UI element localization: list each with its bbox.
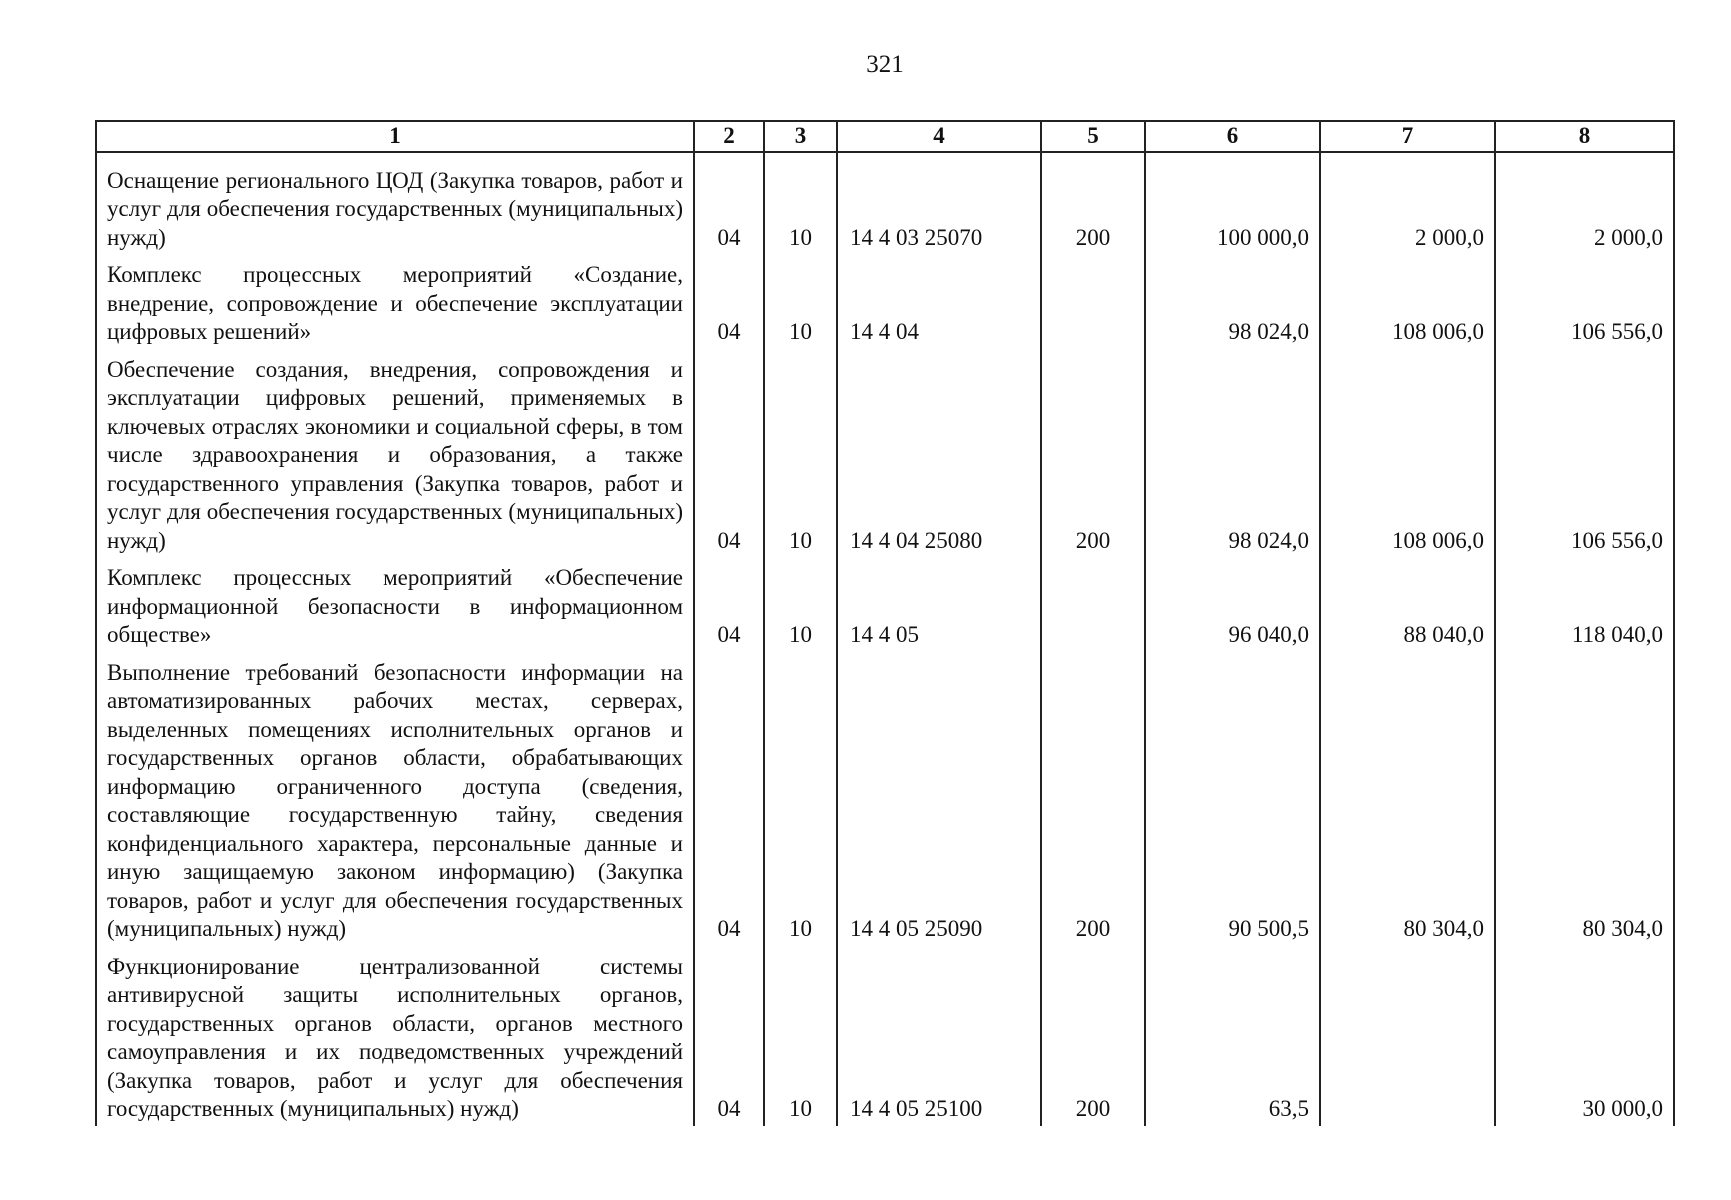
amount-col7-cell: 80 304,0 — [1320, 652, 1495, 946]
row-name-cell: Выполнение требований безопасности информации на автоматизированных рабочих местах, серверах, выделенных помещениях исполнительных органов и государственных органов области, обрабатывающих информацию ограниченного доступа (сведения, составляющие государственную тайну, сведения конфиденциального характера, персональные данные и иную защищаемую законом информацию) (Закупка товаров, работ и услуг для обеспечения государственных (муниципальных) нужд) — [96, 652, 694, 946]
expense-type-cell: 200 — [1041, 946, 1145, 1126]
expense-type-cell — [1041, 557, 1145, 652]
amount-col8-cell: 118 040,0 — [1495, 557, 1674, 652]
section-code-cell: 04 — [694, 349, 764, 558]
subsection-code-cell: 10 — [764, 349, 837, 558]
subsection-code-cell: 10 — [764, 254, 837, 349]
row-name-cell: Комплекс процессных мероприятий «Создание, внедрение, сопровождение и обеспечение эксплуатации цифровых решений» — [96, 254, 694, 349]
row-name-cell: Комплекс процессных мероприятий «Обеспечение информационной безопасности в информационном обществе» — [96, 557, 694, 652]
target-article-cell: 14 4 05 25100 — [837, 946, 1041, 1126]
column-header: 1 — [96, 121, 694, 152]
amount-col8-cell: 106 556,0 — [1495, 254, 1674, 349]
expense-type-cell: 200 — [1041, 349, 1145, 558]
column-header: 4 — [837, 121, 1041, 152]
table-row — [96, 254, 1674, 349]
amount-col6-cell: 98 024,0 — [1145, 254, 1320, 349]
page-number: 321 — [866, 51, 904, 78]
target-article-cell: 14 4 04 25080 — [837, 349, 1041, 558]
expense-type-cell: 200 — [1041, 152, 1145, 255]
section-code-cell: 04 — [694, 946, 764, 1126]
expense-type-cell — [1041, 254, 1145, 349]
amount-col6-cell: 100 000,0 — [1145, 152, 1320, 255]
row-name-cell: Функционирование централизованной системы антивирусной защиты исполнительных органов, государственных органов области, органов местного самоуправления и их подведомственных учреждений (Закупка товаров, работ и услуг для обеспечения государственных (муниципальных) нужд) — [96, 946, 694, 1126]
amount-col7-cell — [1320, 946, 1495, 1126]
table-row — [96, 557, 1674, 652]
amount-col6-cell: 98 024,0 — [1145, 349, 1320, 558]
amount-col8-cell: 80 304,0 — [1495, 652, 1674, 946]
amount-col8-cell: 2 000,0 — [1495, 152, 1674, 255]
column-header: 3 — [764, 121, 837, 152]
amount-col6-cell: 90 500,5 — [1145, 652, 1320, 946]
amount-col7-cell: 2 000,0 — [1320, 152, 1495, 255]
target-article-cell: 14 4 05 25090 — [837, 652, 1041, 946]
budget-table — [95, 120, 1675, 1126]
target-article-cell: 14 4 05 — [837, 557, 1041, 652]
subsection-code-cell: 10 — [764, 152, 837, 255]
row-name-cell: Оснащение регионального ЦОД (Закупка товаров, работ и услуг для обеспечения государственных (муниципальных) нужд) — [96, 152, 694, 255]
target-article-cell: 14 4 04 — [837, 254, 1041, 349]
subsection-code-cell: 10 — [764, 557, 837, 652]
target-article-cell: 14 4 03 25070 — [837, 152, 1041, 255]
table-row — [96, 652, 1674, 946]
section-code-cell: 04 — [694, 254, 764, 349]
amount-col6-cell: 63,5 — [1145, 946, 1320, 1126]
subsection-code-cell: 10 — [764, 946, 837, 1126]
section-code-cell: 04 — [694, 152, 764, 255]
amount-col8-cell: 106 556,0 — [1495, 349, 1674, 558]
amount-col7-cell: 88 040,0 — [1320, 557, 1495, 652]
amount-col7-cell: 108 006,0 — [1320, 349, 1495, 558]
column-header: 8 — [1495, 121, 1674, 152]
expense-type-cell: 200 — [1041, 652, 1145, 946]
section-code-cell: 04 — [694, 652, 764, 946]
section-code-cell: 04 — [694, 557, 764, 652]
column-header: 5 — [1041, 121, 1145, 152]
column-header: 2 — [694, 121, 764, 152]
table-row — [96, 152, 1674, 255]
row-name-cell: Обеспечение создания, внедрения, сопровождения и эксплуатации цифровых решений, применяемых в ключевых отраслях экономики и социальной сферы, в том числе здравоохранения и образования, а также государственного управления (Закупка товаров, работ и услуг для обеспечения государственных (муниципальных) нужд) — [96, 349, 694, 558]
amount-col7-cell: 108 006,0 — [1320, 254, 1495, 349]
column-header: 6 — [1145, 121, 1320, 152]
amount-col6-cell: 96 040,0 — [1145, 557, 1320, 652]
table-row — [96, 349, 1674, 558]
table-header-row — [96, 121, 1674, 152]
amount-col8-cell: 30 000,0 — [1495, 946, 1674, 1126]
table-row — [96, 946, 1674, 1126]
column-header: 7 — [1320, 121, 1495, 152]
subsection-code-cell: 10 — [764, 652, 837, 946]
